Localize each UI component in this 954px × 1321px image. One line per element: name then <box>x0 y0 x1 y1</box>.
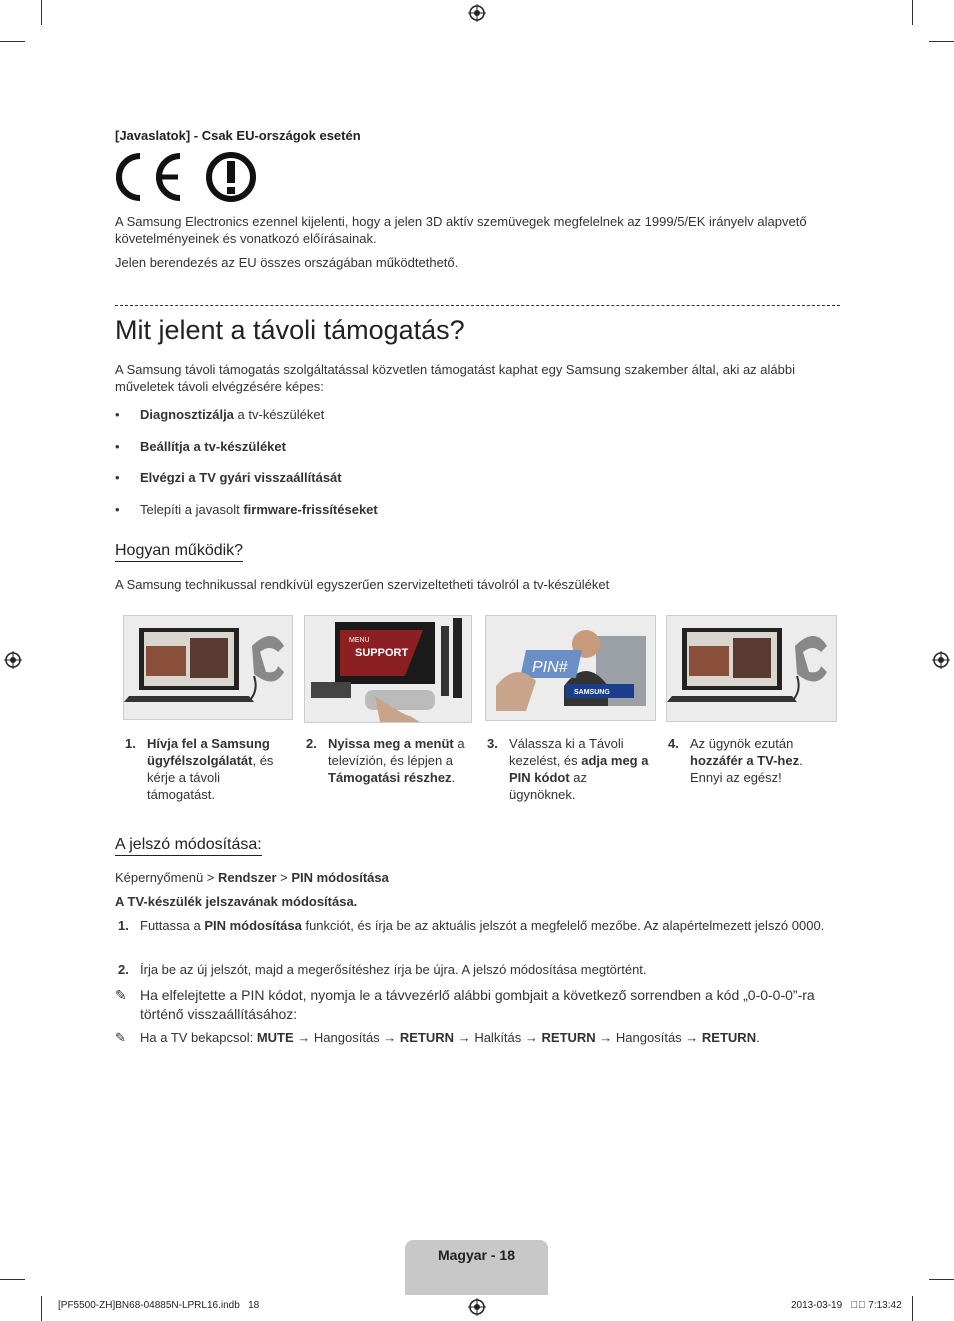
crop-mark <box>41 1296 42 1321</box>
pin-label: PIN# <box>532 659 568 676</box>
step-number: 1. <box>118 918 129 933</box>
crop-mark <box>41 0 42 25</box>
brand-label: SAMSUNG <box>574 689 610 696</box>
crop-mark <box>0 1279 25 1280</box>
step-bold: Támogatási részhez <box>328 770 452 785</box>
arrow: → <box>595 1030 616 1045</box>
key-mute: MUTE <box>256 1030 294 1045</box>
key-return: RETURN <box>541 1030 596 1045</box>
registration-mark-icon <box>468 1298 486 1316</box>
arrow: → <box>681 1030 702 1045</box>
key-volume-up: Hangosítás <box>313 1030 380 1045</box>
step-text: . <box>451 770 456 785</box>
step-number: 3. <box>487 736 498 751</box>
how-intro: A Samsung technikussal rendkívül egyszerűen szervizeltetheti távolról a tv-készüléket <box>115 577 610 592</box>
eu-operation-note: Jelen berendezés az EU összes országában működtethető. <box>115 255 459 270</box>
pin-subhead: A TV-készülék jelszavának módosítása. <box>115 894 358 909</box>
intro-text: A Samsung távoli támogatás szolgáltatással közvetlen támogatást kaphat egy Samsung szakember által, aki az alábbi műveletek távoli elvégzésére képes: <box>115 362 795 394</box>
crop-mark <box>912 0 913 25</box>
key-return: RETURN <box>701 1030 757 1045</box>
bullet-bold: firmware-frissítéseket <box>243 502 378 517</box>
menu-path <box>115 869 389 886</box>
step-bold: PIN módosítása <box>204 918 302 933</box>
key-volume-down: Halkítás <box>474 1030 522 1045</box>
registration-mark-icon <box>468 4 486 22</box>
note-text: Ha a TV bekapcsol: <box>140 1030 257 1045</box>
illustration-laptop-phone <box>123 615 293 720</box>
page-number: Magyar - 18 <box>437 1247 516 1263</box>
arrow: → <box>293 1030 314 1045</box>
step-number: 4. <box>668 736 679 751</box>
dashed-divider <box>115 305 840 306</box>
support-label: SUPPORT <box>355 647 409 659</box>
step-bold: Hívja fel a Samsung ügyfélszolgálatát <box>147 736 270 768</box>
bullet-bold: Elvégzi a TV gyári visszaállítását <box>140 470 342 485</box>
step-number: 2. <box>306 736 317 751</box>
key-volume-up: Hangosítás <box>615 1030 682 1045</box>
step-text: Futtassa a <box>140 918 205 933</box>
crop-mark <box>929 1279 954 1280</box>
section-header: [Javaslatok] - Csak EU-országok esetén <box>115 128 361 143</box>
bullet-bold: Diagnosztizálja <box>140 407 234 422</box>
note-sequence <box>115 1030 760 1045</box>
step-text: az ügynöknek. <box>509 770 588 802</box>
step-text: Az ügynök ezután <box>690 736 794 751</box>
step-bold: hozzáfér a TV-hez <box>690 753 800 768</box>
page-title: Mit jelent a távoli támogatás? <box>115 315 465 345</box>
step-bold: adja meg a PIN kódot <box>509 753 649 785</box>
file-info: [PF5500-ZH]BN68-04885N-LPRL16.indb 18 <box>58 1300 260 1311</box>
note-text: Ha elfelejtette a PIN kódot, nyomja le a távvezérlő alábbi gombjait a következő sorrendben a kód „0-0-0-0”-ra történő visszaállításához: <box>140 987 815 1022</box>
step-text: Válassza ki a Távoli kezelést, és <box>509 736 624 768</box>
illustration-pin-agent <box>485 615 656 721</box>
step-number: 1. <box>125 736 136 751</box>
crop-mark <box>0 41 25 42</box>
bullet-bold: Beállítja a tv-készüléket <box>140 439 286 454</box>
path-bold: Rendszer <box>217 870 277 885</box>
arrow: → <box>521 1030 542 1045</box>
crop-mark <box>929 41 954 42</box>
ce-mark-icon <box>114 150 259 204</box>
pencil-note-icon: ✎ <box>115 987 127 1003</box>
note-reset <box>115 986 840 1024</box>
step-number: 2. <box>118 962 129 977</box>
path-text: Képernyőmenü > <box>115 870 218 885</box>
path-separator: > <box>276 870 292 885</box>
illustration-menu-support <box>304 615 472 723</box>
subsection-title: Hogyan működik? <box>115 542 243 562</box>
illustration-laptop-phone <box>666 615 837 722</box>
step-bold: Nyissa meg a menüt <box>328 736 454 751</box>
bullet-text: a tv-készüléket <box>233 407 325 422</box>
subsection-title: A jelszó módosítása: <box>115 836 262 856</box>
step-text: Írja be az új jelszót, majd a megerősítéshez írja be újra. A jelszó módosítása megtörtént. <box>140 962 647 977</box>
note-text: . <box>756 1030 760 1045</box>
crop-mark <box>912 1296 913 1321</box>
pin-step-1 <box>115 917 840 934</box>
step-text: , és kérje a távoli támogatást. <box>147 753 274 802</box>
step-text: a televízión, és lépjen a <box>328 736 465 768</box>
print-date: 2013-03-19 ￿￿ 7:13:42 <box>791 1300 902 1311</box>
arrow: → <box>454 1030 475 1045</box>
step-text: . Ennyi az egész! <box>690 753 803 785</box>
pencil-note-icon: ✎ <box>115 1030 126 1045</box>
step-text: funkciót, és írja be az aktuális jelszót a megfelelő mezőbe. Az alapértelmezett jelszó 0000. <box>301 918 825 933</box>
registration-mark-icon <box>4 651 22 669</box>
menu-label: MENU <box>349 637 370 644</box>
bullet-text: Telepíti a javasolt <box>140 502 244 517</box>
path-bold: PIN módosítása <box>291 870 389 885</box>
registration-mark-icon <box>932 651 950 669</box>
arrow: → <box>379 1030 400 1045</box>
key-return: RETURN <box>399 1030 455 1045</box>
ce-declaration: A Samsung Electronics ezennel kijelenti, hogy a jelen 3D aktív szemüvegek megfelelnek az 1999/5/EK irányelv alapvető követelményeinek és vonatkozó előírásainak. <box>115 214 807 246</box>
pin-step-2 <box>115 961 840 978</box>
